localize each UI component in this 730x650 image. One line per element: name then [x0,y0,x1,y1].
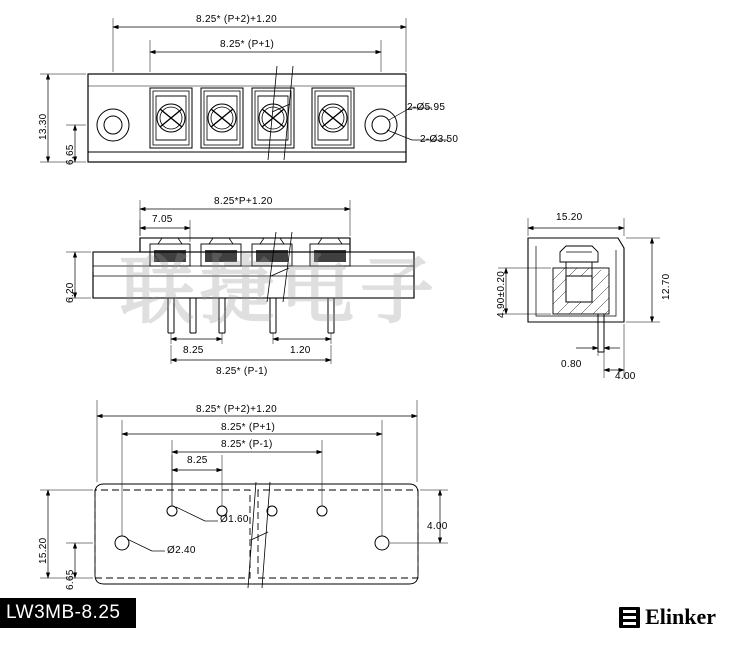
end-view-geometry [498,218,660,378]
dimension-text-end-4p00: 4.00 [615,371,636,382]
dimension-text-top-pitch-span: 8.25* (P+1) [220,39,275,50]
dimension-text-side-7p05: 7.05 [152,214,173,225]
elinker-logo-icon [619,607,640,628]
watermark: 联捷电子 [120,251,440,333]
dimension-text-fp-overall: 8.25* (P+2)+1.20 [196,404,277,415]
dimension-text-top-overall: 8.25* (P+2)+1.20 [196,14,277,25]
brand-name: Elinker [645,604,716,629]
dimension-text-fp-pplus1: 8.25* (P+1) [221,422,276,433]
part-number-label: LW3MB-8.25 [6,602,121,623]
dimension-text-top-height: 13.30 [38,113,49,140]
dimension-text-side-pitch: 8.25 [183,345,204,356]
dimension-text-fp-hole-1p60: Ø1.60 [220,514,249,525]
dimension-text-end-15p20: 15.20 [556,212,583,223]
dimension-text-hole-5p95: 2-Ø5.95 [407,102,446,113]
dimension-text-fp-4p00: 4.00 [427,521,448,532]
dimension-text-side-overall: 8.25*P+1.20 [214,196,273,207]
dimension-text-side-6p20: 6.20 [65,282,76,303]
dimension-text-fp-15p20: 15.20 [38,537,49,564]
dimension-text-end-4p90: 4.90±0.20 [496,270,507,318]
dimension-text-end-12p70: 12.70 [661,273,672,300]
dimension-text-fp-6p65: 6.65 [65,569,76,590]
dimension-text-fp-pminus1: 8.25* (P-1) [221,439,273,450]
dimension-text-side-1p20: 1.20 [290,345,311,356]
dimension-text-side-pminus1: 8.25* (P-1) [216,366,268,377]
dimension-text-top-half-height: 6.65 [65,144,76,165]
dimension-text-fp-hole-2p40: Ø2.40 [167,545,196,556]
dimension-text-fp-pitch: 8.25 [187,455,208,466]
side-view-geometry [66,200,414,364]
dimension-text-hole-3p50: 2-Ø3.50 [420,134,459,145]
brand-logo [619,604,716,630]
dimension-text-end-0p80: 0.80 [561,359,582,370]
